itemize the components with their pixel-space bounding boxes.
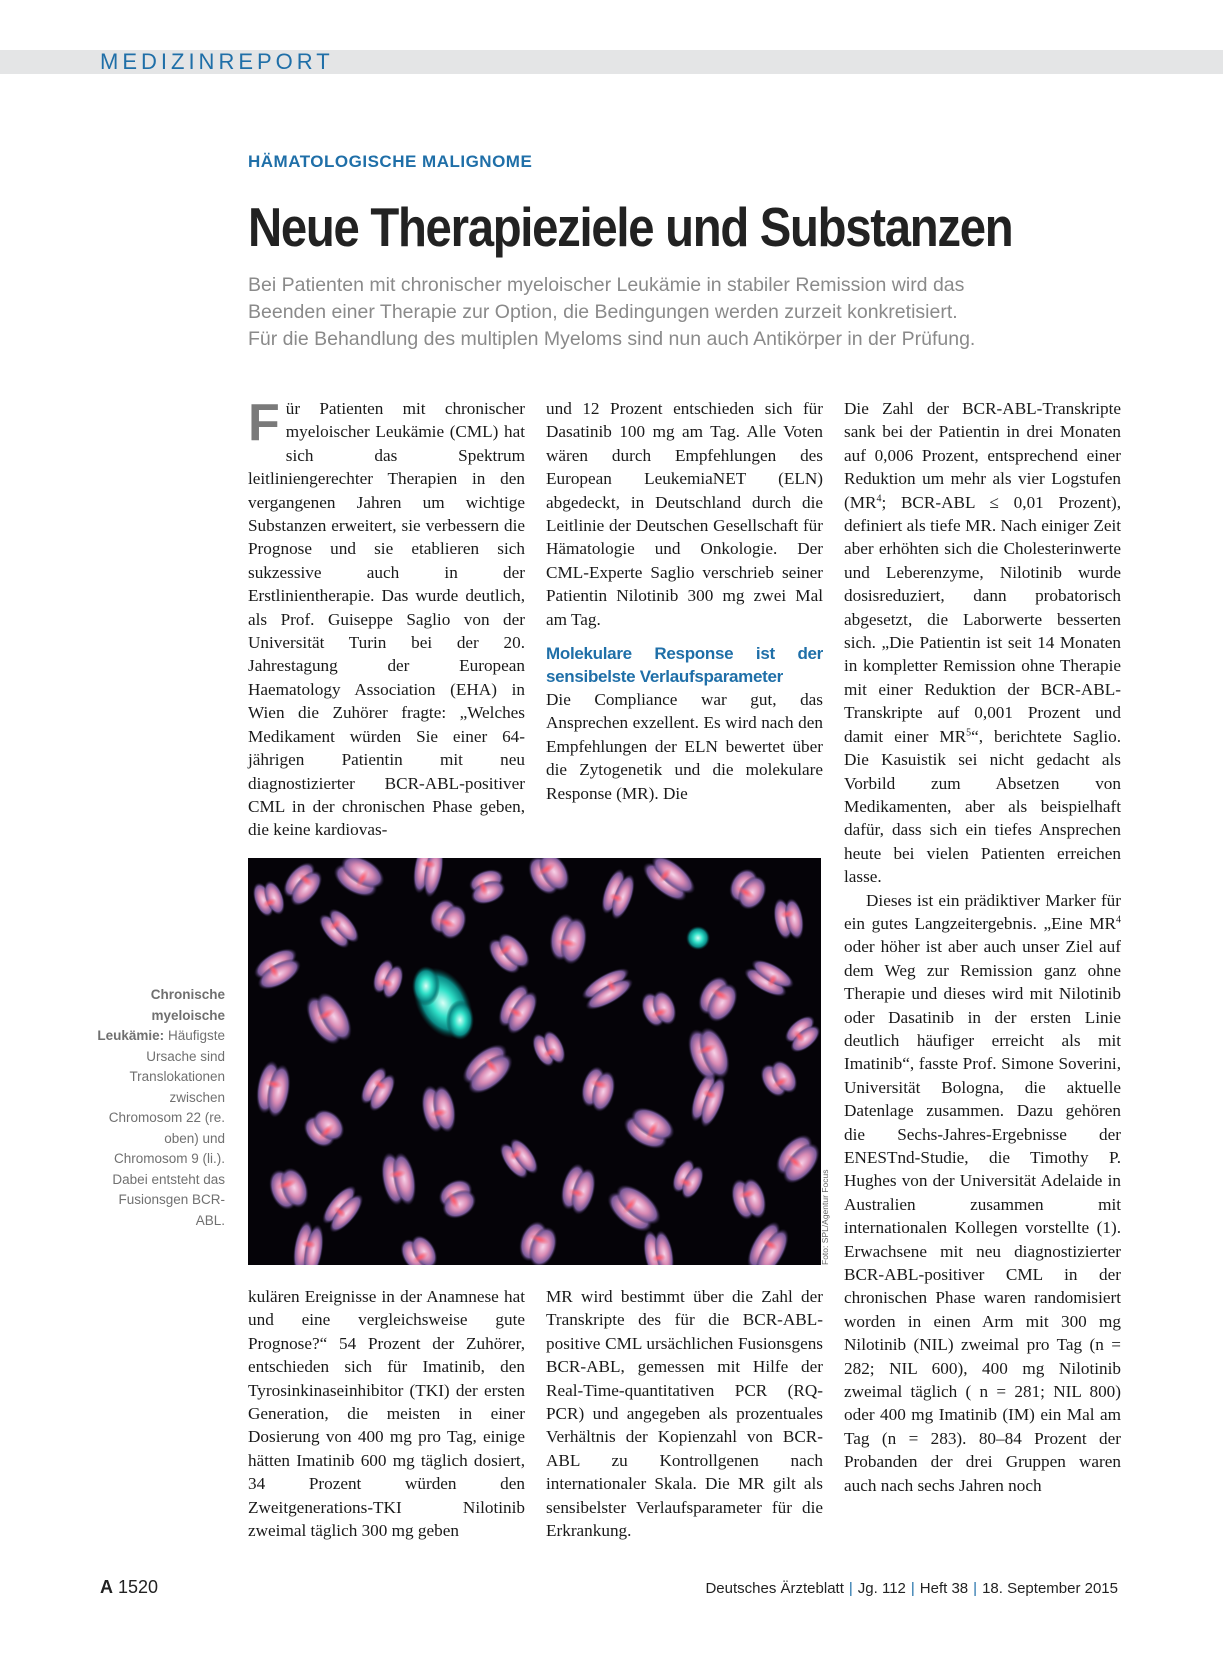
section-label: MEDIZINREPORT — [100, 49, 334, 74]
footer-publication — [705, 1580, 1118, 1597]
paragraph-text: ; BCR-ABL ≤ 0,01 Prozent), definiert als tiefe MR. Nach einiger Zeit aber erhöhten sich die Cholesterinwerte und Leberenzyme, Nilotinib wurde dosisreduziert, dann probatorisch abgesetzt, die Laborwerte besserten sich. „Die Patientin ist seit 14 Monaten in kompletter Remission ohne Therapie mit einer Reduktion der BCR-ABL-Transkripte auf 0,001 Prozent und damit einer MR — [844, 492, 1121, 746]
page-number — [100, 1577, 158, 1598]
article-title: Neue Therapieziele und Substanzen — [248, 196, 1013, 258]
paragraph-text: und 12 Prozent entschieden sich für Dasatinib 100 mg am Tag. Alle Voten wären durch Empfehlungen des European LeukemiaNET (ELN) abgedeckt, in Deutschland durch die Leitlinie der Deutschen Gesellschaft für Hämatologie und Onkologie. Der CML-Experte Saglio verschrieb seiner Patientin Nilotinib 300 mg zwei Mal am Tag. — [546, 399, 823, 629]
drop-cap: F — [248, 394, 280, 452]
journal-volume: Jg. 112 — [857, 1580, 906, 1597]
superscript: 5 — [966, 726, 972, 738]
page-number-value: 1520 — [118, 1577, 159, 1597]
column-1-bottom — [248, 1285, 525, 1542]
column-1-top — [248, 394, 525, 842]
paragraph — [844, 889, 1121, 1498]
article-subheading: Molekulare Response ist der sensibelste Verlaufsparameter — [546, 644, 823, 687]
footer-separator: | — [848, 1580, 853, 1597]
paragraph — [844, 397, 1121, 889]
journal-issue: Heft 38 — [919, 1580, 969, 1597]
lead-line: Bei Patienten mit chronischer myeloischer Leukämie in stabiler Remission wird das — [248, 274, 965, 296]
caption-text: Häufigste Ursache sind Translokationen zwischen Chromosom 22 (re. oben) und Chromosom 9 (li.). Dabei entsteht das Fusionsgen BCR-ABL. — [108, 1028, 225, 1228]
chromosome-image — [248, 858, 821, 1265]
paragraph-text: kulären Ereignisse in der Anamnese hat und eine vergleichsweise gute Prognose?“ 54 Prozent der Zuhörer, entschieden sich für Imatinib, den Tyrosinkinaseinhibitor (TKI) der ersten Generation, die meisten in einer Dosierung von 400 mg pro Tag, einige hätten Imatinib 600 mg täglich dosiert, 34 Prozent würden den Zweitgenerations-TKI Nilotinib zweimal täglich 300 mg geben — [248, 1287, 525, 1541]
lead-line: Beenden einer Therapie zur Option, die Bedingungen werden zurzeit konkretisiert. — [248, 301, 958, 323]
article-kicker: HÄMATOLOGISCHE MALIGNOME — [248, 152, 533, 171]
paragraph-text: Die Zahl der BCR-ABL-Transkripte sank bei der Patientin in drei Monaten auf 0,006 Prozent, entsprechend einer Reduktion um mehr als vier Logstufen (MR — [844, 399, 1121, 512]
superscript: 4 — [1116, 914, 1121, 926]
paragraph-text: Dieses ist ein prädiktiver Marker für ein gutes Langzeitergebnis. „Eine MR — [844, 890, 1121, 933]
chromosome-karyotype-photo — [248, 858, 821, 1265]
figure-caption — [95, 985, 225, 1231]
paragraph-text: ür Patienten mit chronischer myeloischer Leukämie (CML) hat sich das Spektrum leitliniengerechter Therapien in den vergangenen Jahren um wichtige Substanzen erweitert, sie verbessern die Prognose und sie etablieren sich sukzessive auch in der Erstlinientherapie. Das wurde deutlich, als Prof. Guiseppe Saglio von der Universität Turin bei der 20. Jahrestagung der European Haematology Association (EHA) in Wien die Zuhörer fragte: „Welches Medikament würden Sie einer 64-jährigen Patientin mit neu diagnostizierter BCR-ABL-positiver CML in der chronischen Phase geben, die keine kardiovas- — [248, 399, 525, 840]
footer-separator: | — [910, 1580, 915, 1597]
superscript: 4 — [876, 492, 882, 504]
column-2-bottom — [546, 1285, 823, 1542]
caption-title: Chronische myeloische Leukämie: — [97, 987, 225, 1043]
footer-separator: | — [973, 1580, 978, 1597]
article-lead — [248, 272, 1148, 353]
paragraph-text: MR wird bestimmt über die Zahl der Transkripte des für die BCR-ABL-positive CML ursächlichen Fusionsgens BCR-ABL, gemessen mit Hilfe der Real-Time-quantitativen PCR (RQ-PCR) und angegeben als prozentuales Verhältnis der Kopienzahl von BCR-ABL zu Kontrollgenen nach internationaler Skala. Die MR gilt als sensibelster Verlaufsparameter für die Erkrankung. — [546, 1287, 823, 1541]
publication-date: 18. September 2015 — [982, 1580, 1118, 1597]
paragraph-text: Die Compliance war gut, das Ansprechen exzellent. Es wird nach den Empfehlungen der ELN bewertet über die Zytogenetik und die molekulare Response (MR). Die — [546, 690, 823, 803]
paragraph — [248, 394, 525, 842]
column-2-top — [546, 397, 823, 805]
page-prefix: A — [100, 1577, 113, 1597]
paragraph-text: oder höher ist aber auch unser Ziel auf dem Weg zur Remission ganz ohne Therapie und dieses wird mit Nilotinib oder Dasatinib in der ersten Linie deutlich häufiger erreicht als mit Imatinib“, fasste Prof. Simone Soverini, Universität Bologna, die aktuelle Datenlage zusammen. Dazu gehören die Sechs-Jahres-Ergebnisse der ENESTnd-Studie, die Timothy P. Hughes von der Universität Adelaide in Australien zusammen mit internationalen Kollegen vorstellte (1). Erwachsene mit neu diagnostizierter BCR-ABL-positiver CML in der chronischen Phase waren randomisiert worden in einen Arm mit 300 mg Nilotinib (NIL) zweimal pro Tag (n = 282; NIL 600), 400 mg Nilotinib zweimal täglich ( n = 281; NIL 800) oder 400 mg Imatinib (IM) ein Mal am Tag (n = 283). 80–84 Prozent der Probanden der drei Gruppen waren auch nach sechs Jahren noch — [844, 937, 1121, 1495]
column-3 — [844, 397, 1121, 1497]
journal-name: Deutsches Ärzteblatt — [705, 1580, 844, 1597]
lead-line: Für die Behandlung des multiplen Myeloms sind nun auch Antikörper in der Prüfung. — [248, 328, 976, 350]
paragraph-text: “, berichtete Saglio. Die Kasuistik sei nicht gedacht als Vorbild zum Absetzen von Medikamenten, aber als beispielhaft dafür, dass sich ein tiefes Ansprechen heute bei vielen Patienten erreichen lasse. — [844, 726, 1121, 887]
photo-credit: Foto: SPL/Agentur Focus — [820, 1169, 830, 1265]
